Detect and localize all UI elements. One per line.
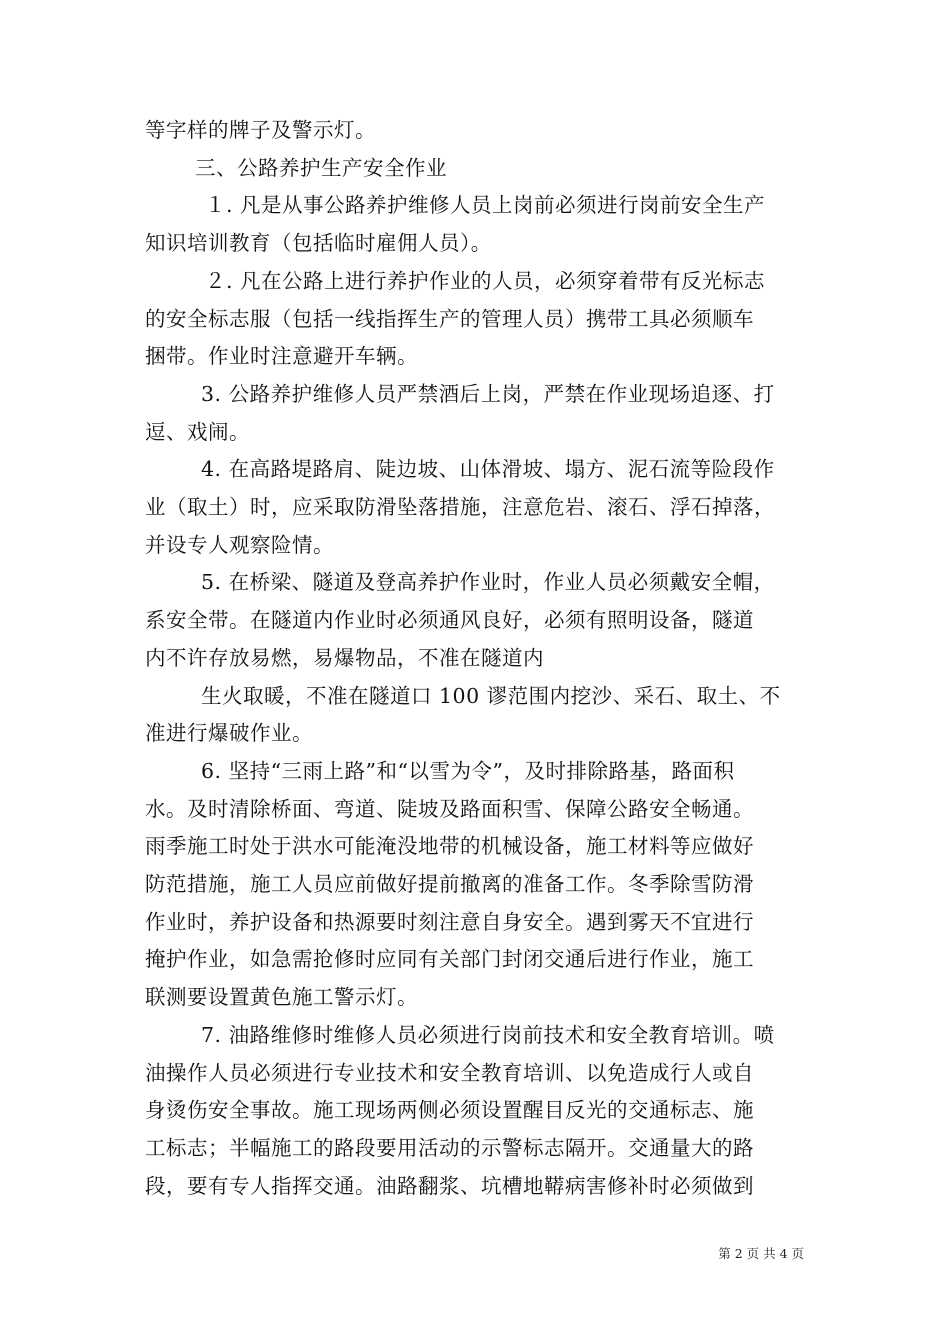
text-line: 三、公路养护生产安全作业 (195, 155, 447, 180)
text-line: 的安全标志服（包括一线指挥生产的管理人员）携带工具必须顺车 (145, 306, 754, 331)
page-number-footer: 第 2 页 共 4 页 (718, 1246, 804, 1261)
text-line: 4. 在高路堤路肩、陡边坡、山体滑坡、塌方、泥石流等险段作 (201, 457, 775, 482)
text-line: 业（取土）时，应采取防滑坠落措施，注意危岩、滚石、浮石掉落， (145, 495, 775, 520)
text-line: 油操作人员必须进行专业技术和安全教育培训、以免造成行人或自 (145, 1060, 754, 1085)
text-line: 生火取暖，不准在隧道口 100 谬范围内挖沙、采石、取土、不 (201, 683, 781, 708)
text-line: 捆带。作业时注意避开车辆。 (145, 344, 418, 369)
text-line: 雨季施工时处于洪水可能淹没地带的机械设备，施工材料等应做好 (145, 834, 754, 859)
text-line: ２. 凡在公路上进行养护作业的人员，必须穿着带有反光标志 (205, 268, 766, 293)
text-line: １. 凡是从事公路养护维修人员上岗前必须进行岗前安全生产 (205, 193, 766, 218)
text-line: 知识培训教育（包括临时雇佣人员）。 (145, 231, 492, 256)
text-line: 准进行爆破作业。 (145, 721, 313, 746)
text-line: 等字样的牌子及警示灯。 (145, 118, 376, 142)
text-line: 6. 坚持“三雨上路”和“以雪为令”，及时排除路基，路面积 (201, 758, 735, 783)
text-line: 作业时，养护设备和热源要时刻注意自身安全。遇到雾天不宜进行 (145, 909, 754, 934)
text-line: 工标志；半幅施工的路段要用活动的示警标志隔开。交通量大的路 (145, 1135, 754, 1160)
text-line: 7. 油路维修时维修人员必须进行岗前技术和安全教育培训。喷 (201, 1022, 775, 1047)
text-line: 水。及时清除桥面、弯道、陡坡及路面积雪、保障公路安全畅通。 (145, 796, 754, 821)
text-line: 防范措施，施工人员应前做好提前撤离的准备工作。冬季除雪防滑 (145, 872, 754, 897)
text-line: 系安全带。在隧道内作业时必须通风良好，必须有照明设备，隧道 (145, 608, 754, 633)
text-line: 掩护作业，如急需抢修时应同有关部门封闭交通后进行作业，施工 (145, 947, 754, 972)
text-line: 内不许存放易燃，易爆物品，不准在隧道内 (145, 645, 544, 670)
text-line: 段，要有专人指挥交通。油路翻浆、坑槽地鞯病害修补时必须做到 (145, 1173, 754, 1198)
text-line: 3. 公路养护维修人员严禁酒后上岗，严禁在作业现场追逐、打 (201, 381, 775, 406)
text-line: 5. 在桥梁、隧道及登高养护作业时，作业人员必须戴安全帽， (201, 570, 775, 595)
document-body (145, 112, 810, 1205)
text-line: 联测要设置黄色施工警示灯。 (145, 985, 418, 1010)
text-line: 身烫伤安全事故。施工现场两侧必须设置醒目反光的交通标志、施 (145, 1098, 754, 1123)
text-line: 逗、戏闹。 (145, 419, 250, 444)
text-line: 并设专人观察险情。 (145, 532, 334, 557)
